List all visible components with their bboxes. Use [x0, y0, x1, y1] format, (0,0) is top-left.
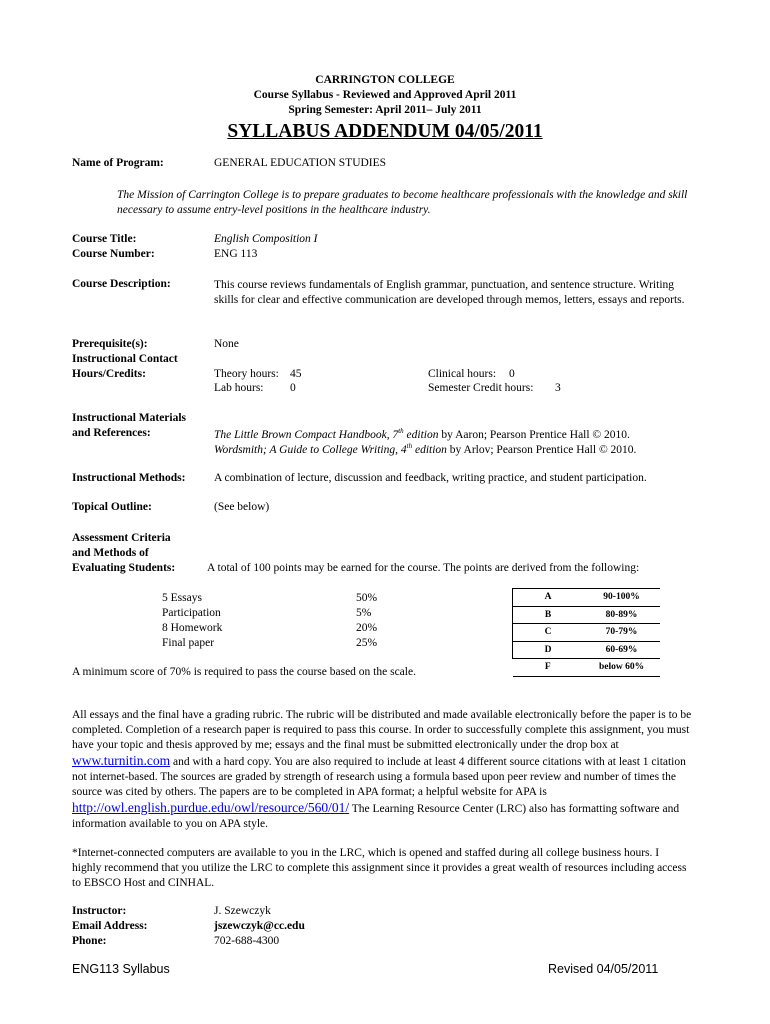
credit-hours-value: 3 — [555, 382, 561, 394]
grade-range: 80-89% — [583, 606, 660, 624]
course-description-value: This course reviews fundamentals of English grammar, punctuation, and sentence structure. Writing skills for clear and effective communication are developed through memos, letters, essays and reports. — [214, 279, 685, 306]
reference-book-2 — [214, 442, 636, 456]
materials-label-line1: Instructional Materials — [72, 412, 187, 424]
assessment-label-line3: Evaluating Students: — [72, 562, 176, 574]
assessment-item-weight: 25% — [356, 637, 378, 649]
book1-edition: edition — [403, 428, 439, 441]
email-value: jszewczyk@cc.edu — [214, 920, 305, 932]
grade-letter: A — [513, 589, 584, 607]
table-row — [513, 589, 661, 607]
essays-paragraph — [72, 708, 697, 832]
book1-publisher: by Aaron; Pearson Prentice Hall © 2010. — [438, 428, 630, 441]
course-number-label: Course Number: — [72, 248, 155, 260]
book1-sup: th — [398, 427, 404, 435]
assessment-item-name: 5 Essays — [162, 592, 202, 604]
phone-label: Phone: — [72, 935, 107, 947]
footer-right: Revised 04/05/2011 — [548, 962, 659, 976]
course-description-label: Course Description: — [72, 278, 171, 290]
phone-value: 702-688-4300 — [214, 935, 280, 947]
grade-letter: D — [513, 641, 584, 659]
assessment-intro: A total of 100 points may be earned for the course. The points are derived from the following: — [207, 562, 640, 574]
lrc-paragraph: *Internet-connected computers are available to you in the LRC, which is opened and staffed during all college business hours. I highly recommend that you utilize the LRC to complete this assignment since it provides a great wealth of resources including access to EBSCO Host and CINHAL. — [72, 847, 687, 889]
book1-title: The Little Brown Compact Handbook, 7 — [214, 428, 399, 441]
essays-text-1: All essays and the final have a grading rubric. The rubric will be distributed and made available electronically before the paper is to be completed. Completion of a research paper is required to pass this course. In order to successfully complete this assignment, you must have your topic and thesis approved by me; essays and the final must be submitted electronically under the drop box at — [72, 709, 692, 751]
course-title-value: English Composition I — [214, 233, 318, 245]
grade-range: 60-69% — [583, 641, 660, 659]
program-value: GENERAL EDUCATION STUDIES — [214, 157, 387, 169]
assessment-item-name: Final paper — [162, 637, 215, 649]
syllabus-line: Course Syllabus - Reviewed and Approved April 2011 — [253, 89, 517, 101]
assessment-item-weight: 50% — [356, 592, 378, 604]
contact-label-line2: Hours/Credits: — [72, 368, 146, 380]
prereq-value: None — [214, 338, 239, 350]
assessment-item-weight: 5% — [356, 607, 372, 619]
grading-scale-table — [512, 588, 660, 677]
book2-edition: edition — [412, 443, 447, 456]
clinical-hours-value: 0 — [509, 368, 515, 380]
instructor-label: Instructor: — [72, 905, 127, 917]
lab-hours-label: Lab hours: — [214, 382, 264, 394]
topical-value: (See below) — [214, 501, 270, 513]
table-row — [513, 659, 661, 677]
course-number-value: ENG 113 — [214, 248, 258, 260]
grade-letter: B — [513, 606, 584, 624]
course-title-label: Course Title: — [72, 233, 137, 245]
program-label: Name of Program: — [72, 157, 164, 169]
theory-hours-label: Theory hours: — [214, 368, 279, 380]
essays-text-2: and with a hard copy. You are also required to include at least 4 different source citations with at least 1 citation not internet-based. The sources are graded by strength of research using a formula based upon peer review and number of times the source was cited by others. The papers are to be completed in APA format; a helpful website for APA is — [72, 756, 686, 798]
college-name: CARRINGTON COLLEGE — [315, 74, 455, 86]
clinical-hours-label: Clinical hours: — [428, 368, 497, 380]
assessment-label-line2: and Methods of — [72, 547, 149, 559]
assessment-item-weight: 20% — [356, 622, 378, 634]
turnitin-link[interactable]: www.turnitin.com — [72, 753, 171, 768]
materials-label-line2: and References: — [72, 427, 151, 439]
essays-text-3: The Learning Resource Center (LRC) also has formatting software and information available to you on APA style. — [72, 803, 680, 830]
mission-statement: The Mission of Carrington College is to prepare graduates to become healthcare professionals with the knowledge and skill necessary to assume entry-level positions in the healthcare industry. — [117, 189, 688, 216]
table-row — [513, 641, 661, 659]
grade-letter: F — [513, 659, 584, 677]
book2-publisher: by Arlov; Pearson Prentice Hall © 2010. — [446, 443, 637, 456]
addendum-title: SYLLABUS ADDENDUM 04/05/2011 — [227, 121, 543, 142]
footer-left: ENG113 Syllabus — [72, 962, 170, 976]
assessment-label-line1: Assessment Criteria — [72, 532, 171, 544]
methods-label: Instructional Methods: — [72, 472, 186, 484]
credit-hours-label: Semester Credit hours: — [428, 382, 534, 394]
contact-label-line1: Instructional Contact — [72, 353, 178, 365]
table-row — [513, 606, 661, 624]
grade-range: below 60% — [583, 659, 660, 677]
instructor-value: J. Szewczyk — [214, 905, 271, 917]
topical-label: Topical Outline: — [72, 501, 152, 513]
reference-book-1 — [214, 427, 630, 441]
grade-letter: C — [513, 624, 584, 642]
table-row — [513, 624, 661, 642]
prereq-label: Prerequisite(s): — [72, 338, 148, 350]
assessment-item-name: 8 Homework — [162, 622, 223, 634]
minimum-score-note: A minimum score of 70% is required to pass the course based on the scale. — [72, 666, 416, 678]
book2-title: Wordsmith; A Guide to College Writing, 4 — [214, 443, 407, 456]
semester-line: Spring Semester: April 2011– July 2011 — [288, 104, 482, 116]
lab-hours-value: 0 — [290, 382, 296, 394]
assessment-item-name: Participation — [162, 607, 221, 619]
purdue-owl-link[interactable]: http://owl.english.purdue.edu/owl/resource/560/01/ — [72, 800, 350, 815]
grade-range: 90-100% — [583, 589, 660, 607]
grade-range: 70-79% — [583, 624, 660, 642]
book2-sup: th — [406, 442, 413, 450]
theory-hours-value: 45 — [290, 368, 302, 380]
email-label: Email Address: — [72, 920, 148, 932]
methods-value: A combination of lecture, discussion and feedback, writing practice, and student participation. — [214, 472, 647, 484]
